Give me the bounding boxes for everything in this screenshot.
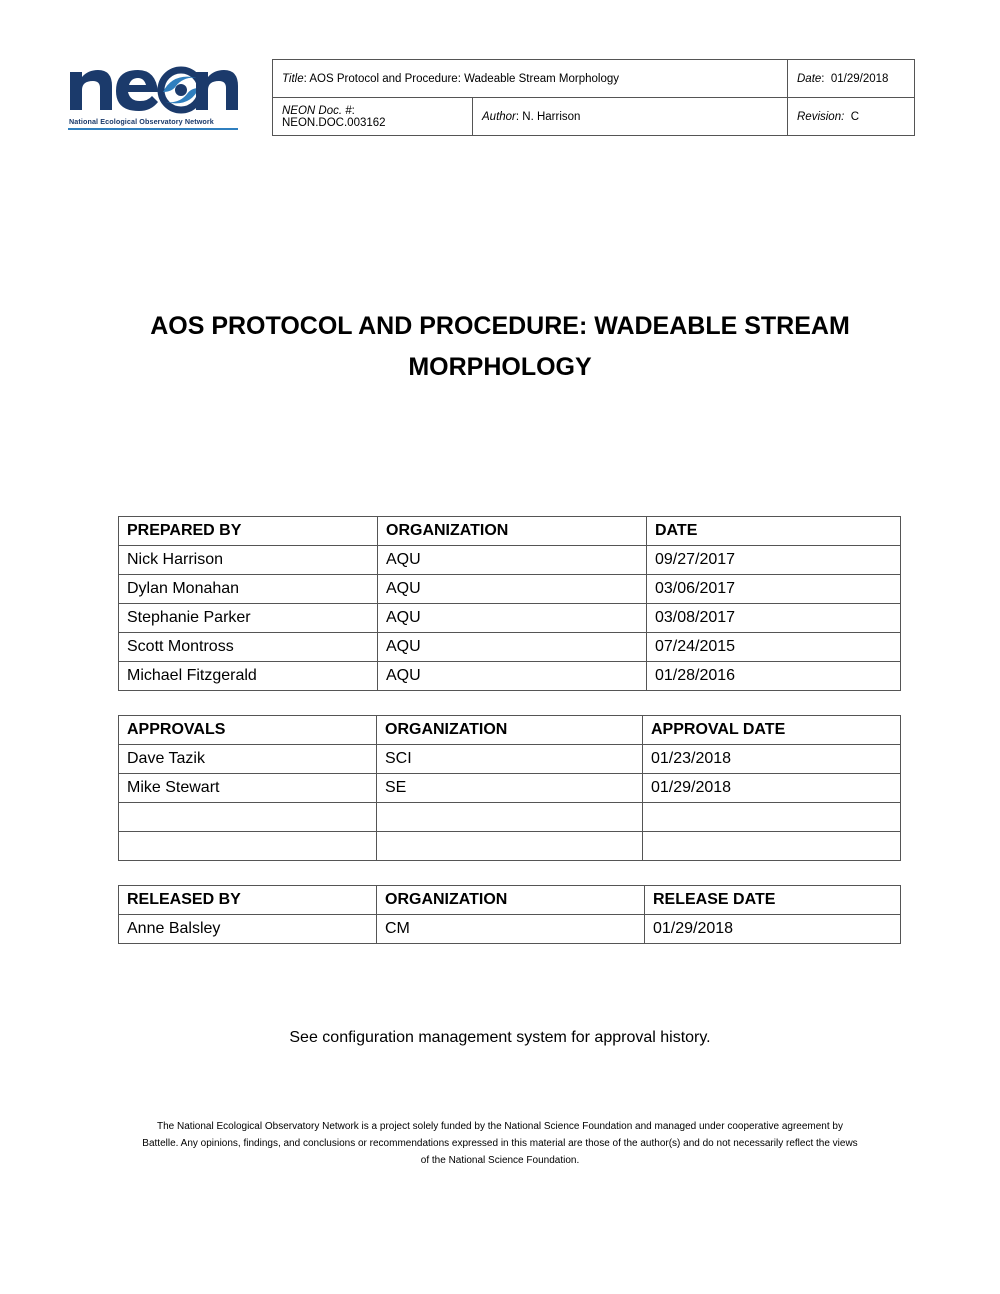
table-row bbox=[119, 832, 901, 861]
table-row bbox=[119, 575, 901, 604]
date-cell: 01/28/2016 bbox=[647, 662, 901, 691]
header-author-value: N. Harrison bbox=[522, 110, 581, 123]
name-cell: Nick Harrison bbox=[119, 546, 378, 575]
name-cell: Scott Montross bbox=[119, 633, 378, 662]
header-doc-cell: NEON Doc. #: NEON.DOC.003162 bbox=[273, 98, 473, 136]
header-revision-label: Revision: bbox=[797, 110, 845, 123]
header-revision-cell bbox=[788, 98, 915, 136]
date-cell: 03/08/2017 bbox=[647, 604, 901, 633]
header-title-cell: Title: AOS Protocol and Procedure: Wadeable Stream Morphology bbox=[273, 60, 788, 98]
organization-cell: CM bbox=[377, 915, 645, 944]
table-row bbox=[119, 633, 901, 662]
column-header: APPROVAL DATE bbox=[643, 716, 901, 745]
name-cell: Mike Stewart bbox=[119, 774, 377, 803]
organization-cell: AQU bbox=[378, 575, 647, 604]
table-header-row bbox=[119, 517, 901, 546]
table-header-row bbox=[119, 716, 901, 745]
column-header: ORGANIZATION bbox=[377, 716, 643, 745]
organization-cell: AQU bbox=[378, 633, 647, 662]
document-header-table bbox=[272, 59, 915, 136]
neon-wordmark-icon bbox=[68, 62, 240, 114]
table-header-row bbox=[119, 886, 901, 915]
name-cell bbox=[119, 803, 377, 832]
column-header: DATE bbox=[647, 517, 901, 546]
column-header: ORGANIZATION bbox=[378, 517, 647, 546]
column-header: PREPARED BY bbox=[119, 517, 378, 546]
header-date-cell: Date: 01/29/2018 bbox=[788, 60, 915, 98]
configuration-note: See configuration management system for approval history. bbox=[289, 1029, 711, 1046]
header-title-label: Title bbox=[282, 72, 304, 85]
date-cell bbox=[643, 832, 901, 861]
disclaimer-line: of the National Science Foundation. bbox=[420, 1155, 580, 1166]
date-cell: 01/29/2018 bbox=[645, 915, 901, 944]
organization-cell: SCI bbox=[377, 745, 643, 774]
header-date-value: 01/29/2018 bbox=[830, 72, 889, 85]
released-by-table bbox=[118, 885, 901, 944]
column-header: APPROVALS bbox=[119, 716, 377, 745]
table-row bbox=[119, 915, 901, 944]
header-doc-value: NEON.DOC.003162 bbox=[282, 116, 386, 129]
organization-cell: SE bbox=[377, 774, 643, 803]
header-date-label: Date bbox=[797, 72, 822, 85]
table-row bbox=[119, 803, 901, 832]
table-row bbox=[119, 745, 901, 774]
name-cell: Anne Balsley bbox=[119, 915, 377, 944]
header-doc-label: NEON Doc. # bbox=[282, 104, 352, 117]
date-cell: 01/29/2018 bbox=[643, 774, 901, 803]
document-title bbox=[100, 306, 900, 388]
disclaimer-line: The National Ecological Observatory Network is a project solely funded by the National Science Foundation and managed under cooperative agreement by bbox=[157, 1121, 843, 1132]
name-cell bbox=[119, 832, 377, 861]
name-cell: Michael Fitzgerald bbox=[119, 662, 378, 691]
organization-cell: AQU bbox=[378, 546, 647, 575]
organization-cell bbox=[377, 832, 643, 861]
logo-underline bbox=[68, 128, 238, 130]
name-cell: Dave Tazik bbox=[119, 745, 377, 774]
header-title-value: AOS Protocol and Procedure: Wadeable Stream Morphology bbox=[309, 72, 619, 85]
header-author-label: Author bbox=[482, 110, 516, 123]
table-row bbox=[119, 774, 901, 803]
table-row bbox=[119, 604, 901, 633]
header-revision-value: C bbox=[850, 110, 860, 123]
organization-cell: AQU bbox=[378, 662, 647, 691]
document-title-line-2: MORPHOLOGY bbox=[408, 353, 592, 381]
table-row bbox=[119, 546, 901, 575]
column-header: RELEASED BY bbox=[119, 886, 377, 915]
name-cell: Dylan Monahan bbox=[119, 575, 378, 604]
column-header: ORGANIZATION bbox=[377, 886, 645, 915]
approvals-table bbox=[118, 715, 901, 861]
date-cell: 09/27/2017 bbox=[647, 546, 901, 575]
logo-subtitle: National Ecological Observatory Network bbox=[69, 117, 214, 126]
date-cell: 01/23/2018 bbox=[643, 745, 901, 774]
date-cell: 03/06/2017 bbox=[647, 575, 901, 604]
date-cell bbox=[643, 803, 901, 832]
organization-cell bbox=[377, 803, 643, 832]
funding-disclaimer bbox=[118, 1118, 882, 1169]
date-cell: 07/24/2015 bbox=[647, 633, 901, 662]
column-header: RELEASE DATE bbox=[645, 886, 901, 915]
table-row bbox=[119, 662, 901, 691]
header-author-cell: Author: N. Harrison bbox=[473, 98, 788, 136]
document-title-line-1: AOS PROTOCOL AND PROCEDURE: WADEABLE STREAM bbox=[150, 312, 850, 340]
disclaimer-line: Battelle. Any opinions, findings, and conclusions or recommendations expressed in this material are those of the author(s) and do not necessarily reflect the views bbox=[142, 1138, 858, 1149]
organization-cell: AQU bbox=[378, 604, 647, 633]
prepared-by-table bbox=[118, 516, 901, 691]
neon-logo bbox=[68, 62, 240, 132]
name-cell: Stephanie Parker bbox=[119, 604, 378, 633]
